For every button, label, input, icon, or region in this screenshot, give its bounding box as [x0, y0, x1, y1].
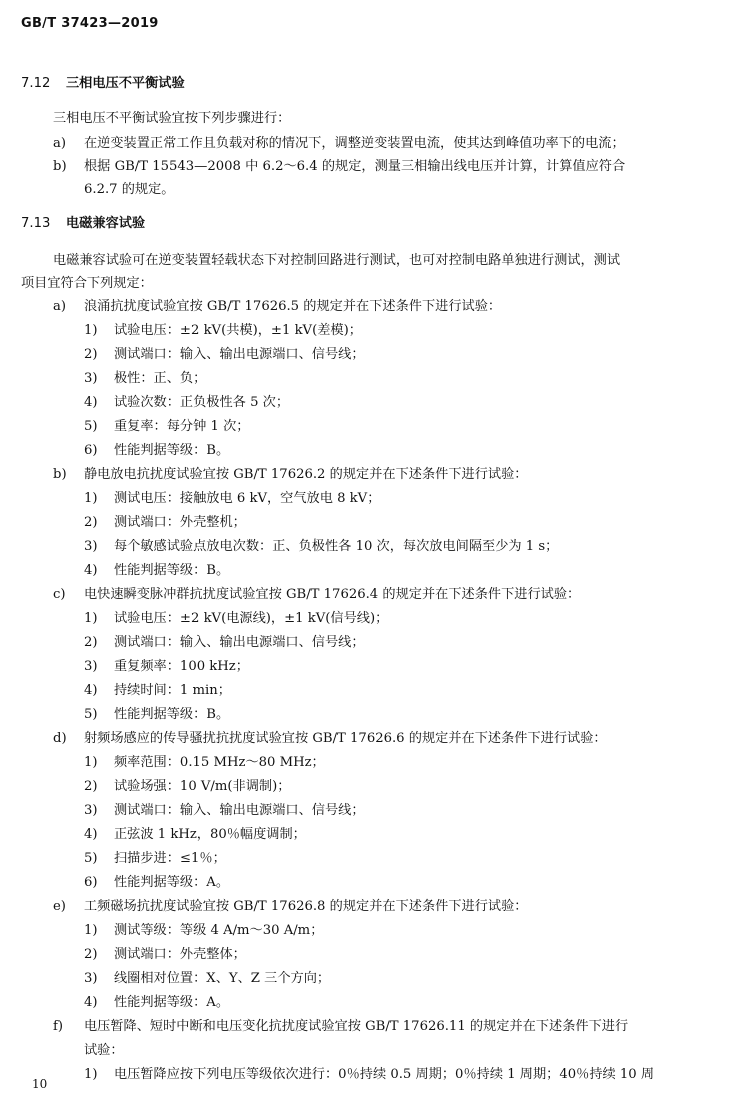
sub-item-marker: 6) [84, 875, 98, 890]
list-marker-c: c) [53, 587, 66, 602]
page-number: 10 [32, 1077, 48, 1091]
sub-item-marker: 6) [84, 443, 98, 458]
sub-item-text: 测试端口：外壳整机； [114, 515, 246, 530]
sub-item-text: 频率范围：0.15 MHz～80 MHz； [114, 755, 325, 770]
sub-item-marker: 4) [84, 995, 98, 1010]
list-marker-d: d) [53, 731, 67, 746]
list-marker-a: a) [53, 136, 67, 151]
test-item-title: 电快速瞬变脉冲群抗扰度试验宜按 GB/T 17626.4 的规定并在下述条件下进行试验： [84, 587, 581, 602]
sub-item-marker: 4) [84, 395, 98, 410]
sub-item-text: 试验次数：正负极性各 5 次； [114, 395, 290, 410]
sub-item-marker: 2) [84, 779, 98, 794]
test-item-title-continued: 试验： [84, 1043, 124, 1058]
sub-item-marker: 2) [84, 947, 98, 962]
test-item-title: 电压暂降、短时中断和电压变化抗扰度试验宜按 GB/T 17626.11 的规定并在下述条件下进行 [84, 1019, 629, 1034]
sub-item-text: 性能判据等级：B。 [114, 707, 230, 722]
list-item-text-continued: 6.2.7 的规定。 [84, 182, 175, 197]
sub-item-text: 测试端口：输入、输出电源端口、信号线； [114, 635, 365, 650]
sub-item-marker: 1) [84, 611, 98, 626]
sub-item-text: 极性：正、负； [114, 371, 207, 386]
section-title-7-12: 三相电压不平衡试验 [66, 76, 185, 91]
section-title-7-13: 电磁兼容试验 [66, 216, 146, 231]
sub-item-marker: 4) [84, 683, 98, 698]
sub-item-marker: 1) [84, 491, 98, 506]
section-intro-7-12: 三相电压不平衡试验宜按下列步骤进行： [53, 111, 291, 126]
sub-item-marker: 1) [84, 323, 98, 338]
sub-item-text: 性能判据等级：B。 [114, 563, 230, 578]
sub-item-marker: 2) [84, 635, 98, 650]
sub-item-text: 性能判据等级：B。 [114, 443, 230, 458]
sub-item-text: 线圈相对位置：X、Y、Z 三个方向； [114, 971, 331, 986]
list-marker-e: e) [53, 899, 66, 914]
sub-item-text: 重复频率：100 kHz； [114, 659, 249, 674]
sub-item-marker: 1) [84, 923, 98, 938]
sub-item-text: 每个敏感试验点放电次数：正、负极性各 10 次，每次放电间隔至少为 1 s； [114, 539, 559, 554]
section-intro-7-13-continued: 项目宜符合下列规定： [21, 276, 153, 291]
sub-item-text: 持续时间：1 min； [114, 683, 231, 698]
sub-item-text: 扫描步进：≤1％； [114, 851, 226, 866]
test-item-title: 浪涌抗扰度试验宜按 GB/T 17626.5 的规定并在下述条件下进行试验： [84, 299, 502, 314]
sub-item-marker: 5) [84, 851, 98, 866]
sub-item-marker: 2) [84, 347, 98, 362]
section-number-7-12: 7.12 [21, 76, 51, 91]
test-item-title: 工频磁场抗扰度试验宜按 GB/T 17626.8 的规定并在下述条件下进行试验： [84, 899, 528, 914]
sub-item-text: 性能判据等级：A。 [114, 995, 230, 1010]
sub-item-text: 试验电压：±2 kV(共模)，±1 kV(差模)； [114, 323, 362, 338]
sub-item-marker: 3) [84, 971, 98, 986]
sub-item-text: 电压暂降应按下列电压等级依次进行：0％持续 0.5 周期；0％持续 1 周期；40％持续 10 周 [114, 1067, 655, 1082]
test-item-title: 静电放电抗扰度试验宜按 GB/T 17626.2 的规定并在下述条件下进行试验： [84, 467, 528, 482]
sub-item-text: 测试端口：输入、输出电源端口、信号线； [114, 347, 365, 362]
sub-item-marker: 1) [84, 755, 98, 770]
sub-item-marker: 2) [84, 515, 98, 530]
sub-item-marker: 3) [84, 371, 98, 386]
sub-item-text: 重复率：每分钟 1 次； [114, 419, 250, 434]
section-intro-7-13: 电磁兼容试验可在逆变装置轻载状态下对控制回路进行测试，也可对控制电路单独进行测试，测试 [53, 253, 621, 268]
section-number-7-13: 7.13 [21, 216, 51, 231]
sub-item-text: 性能判据等级：A。 [114, 875, 230, 890]
sub-item-text: 试验场强：10 V/m(非调制)； [114, 779, 291, 794]
list-item-text: 在逆变装置正常工作且负载对称的情况下，调整逆变装置电流，使其达到峰值功率下的电流； [84, 136, 625, 151]
list-marker-a: a) [53, 299, 67, 314]
list-marker-b: b) [53, 467, 67, 482]
sub-item-marker: 5) [84, 707, 98, 722]
sub-item-text: 测试端口：输入、输出电源端口、信号线； [114, 803, 365, 818]
list-item-text: 根据 GB/T 15543—2008 中 6.2～6.4 的规定，测量三相输出线电压并计算，计算值应符合 [84, 159, 626, 174]
sub-item-marker: 3) [84, 539, 98, 554]
sub-item-marker: 4) [84, 827, 98, 842]
sub-item-marker: 4) [84, 563, 98, 578]
sub-item-text: 测试端口：外壳整体； [114, 947, 246, 962]
sub-item-marker: 5) [84, 419, 98, 434]
sub-item-text: 试验电压：±2 kV(电源线)，±1 kV(信号线)； [114, 611, 389, 626]
test-item-title: 射频场感应的传导骚扰抗扰度试验宜按 GB/T 17626.6 的规定并在下述条件下进行试验： [84, 731, 607, 746]
sub-item-text: 测试等级：等级 4 A/m～30 A/m； [114, 923, 324, 938]
list-marker-f: f) [53, 1019, 64, 1034]
sub-item-text: 正弦波 1 kHz，80％幅度调制； [114, 827, 306, 842]
sub-item-marker: 3) [84, 803, 98, 818]
list-marker-b: b) [53, 159, 67, 174]
sub-item-marker: 3) [84, 659, 98, 674]
document-id-header: GB/T 37423—2019 [21, 16, 159, 31]
sub-item-text: 测试电压：接触放电 6 kV，空气放电 8 kV； [114, 491, 381, 506]
sub-item-marker: 1) [84, 1067, 98, 1082]
